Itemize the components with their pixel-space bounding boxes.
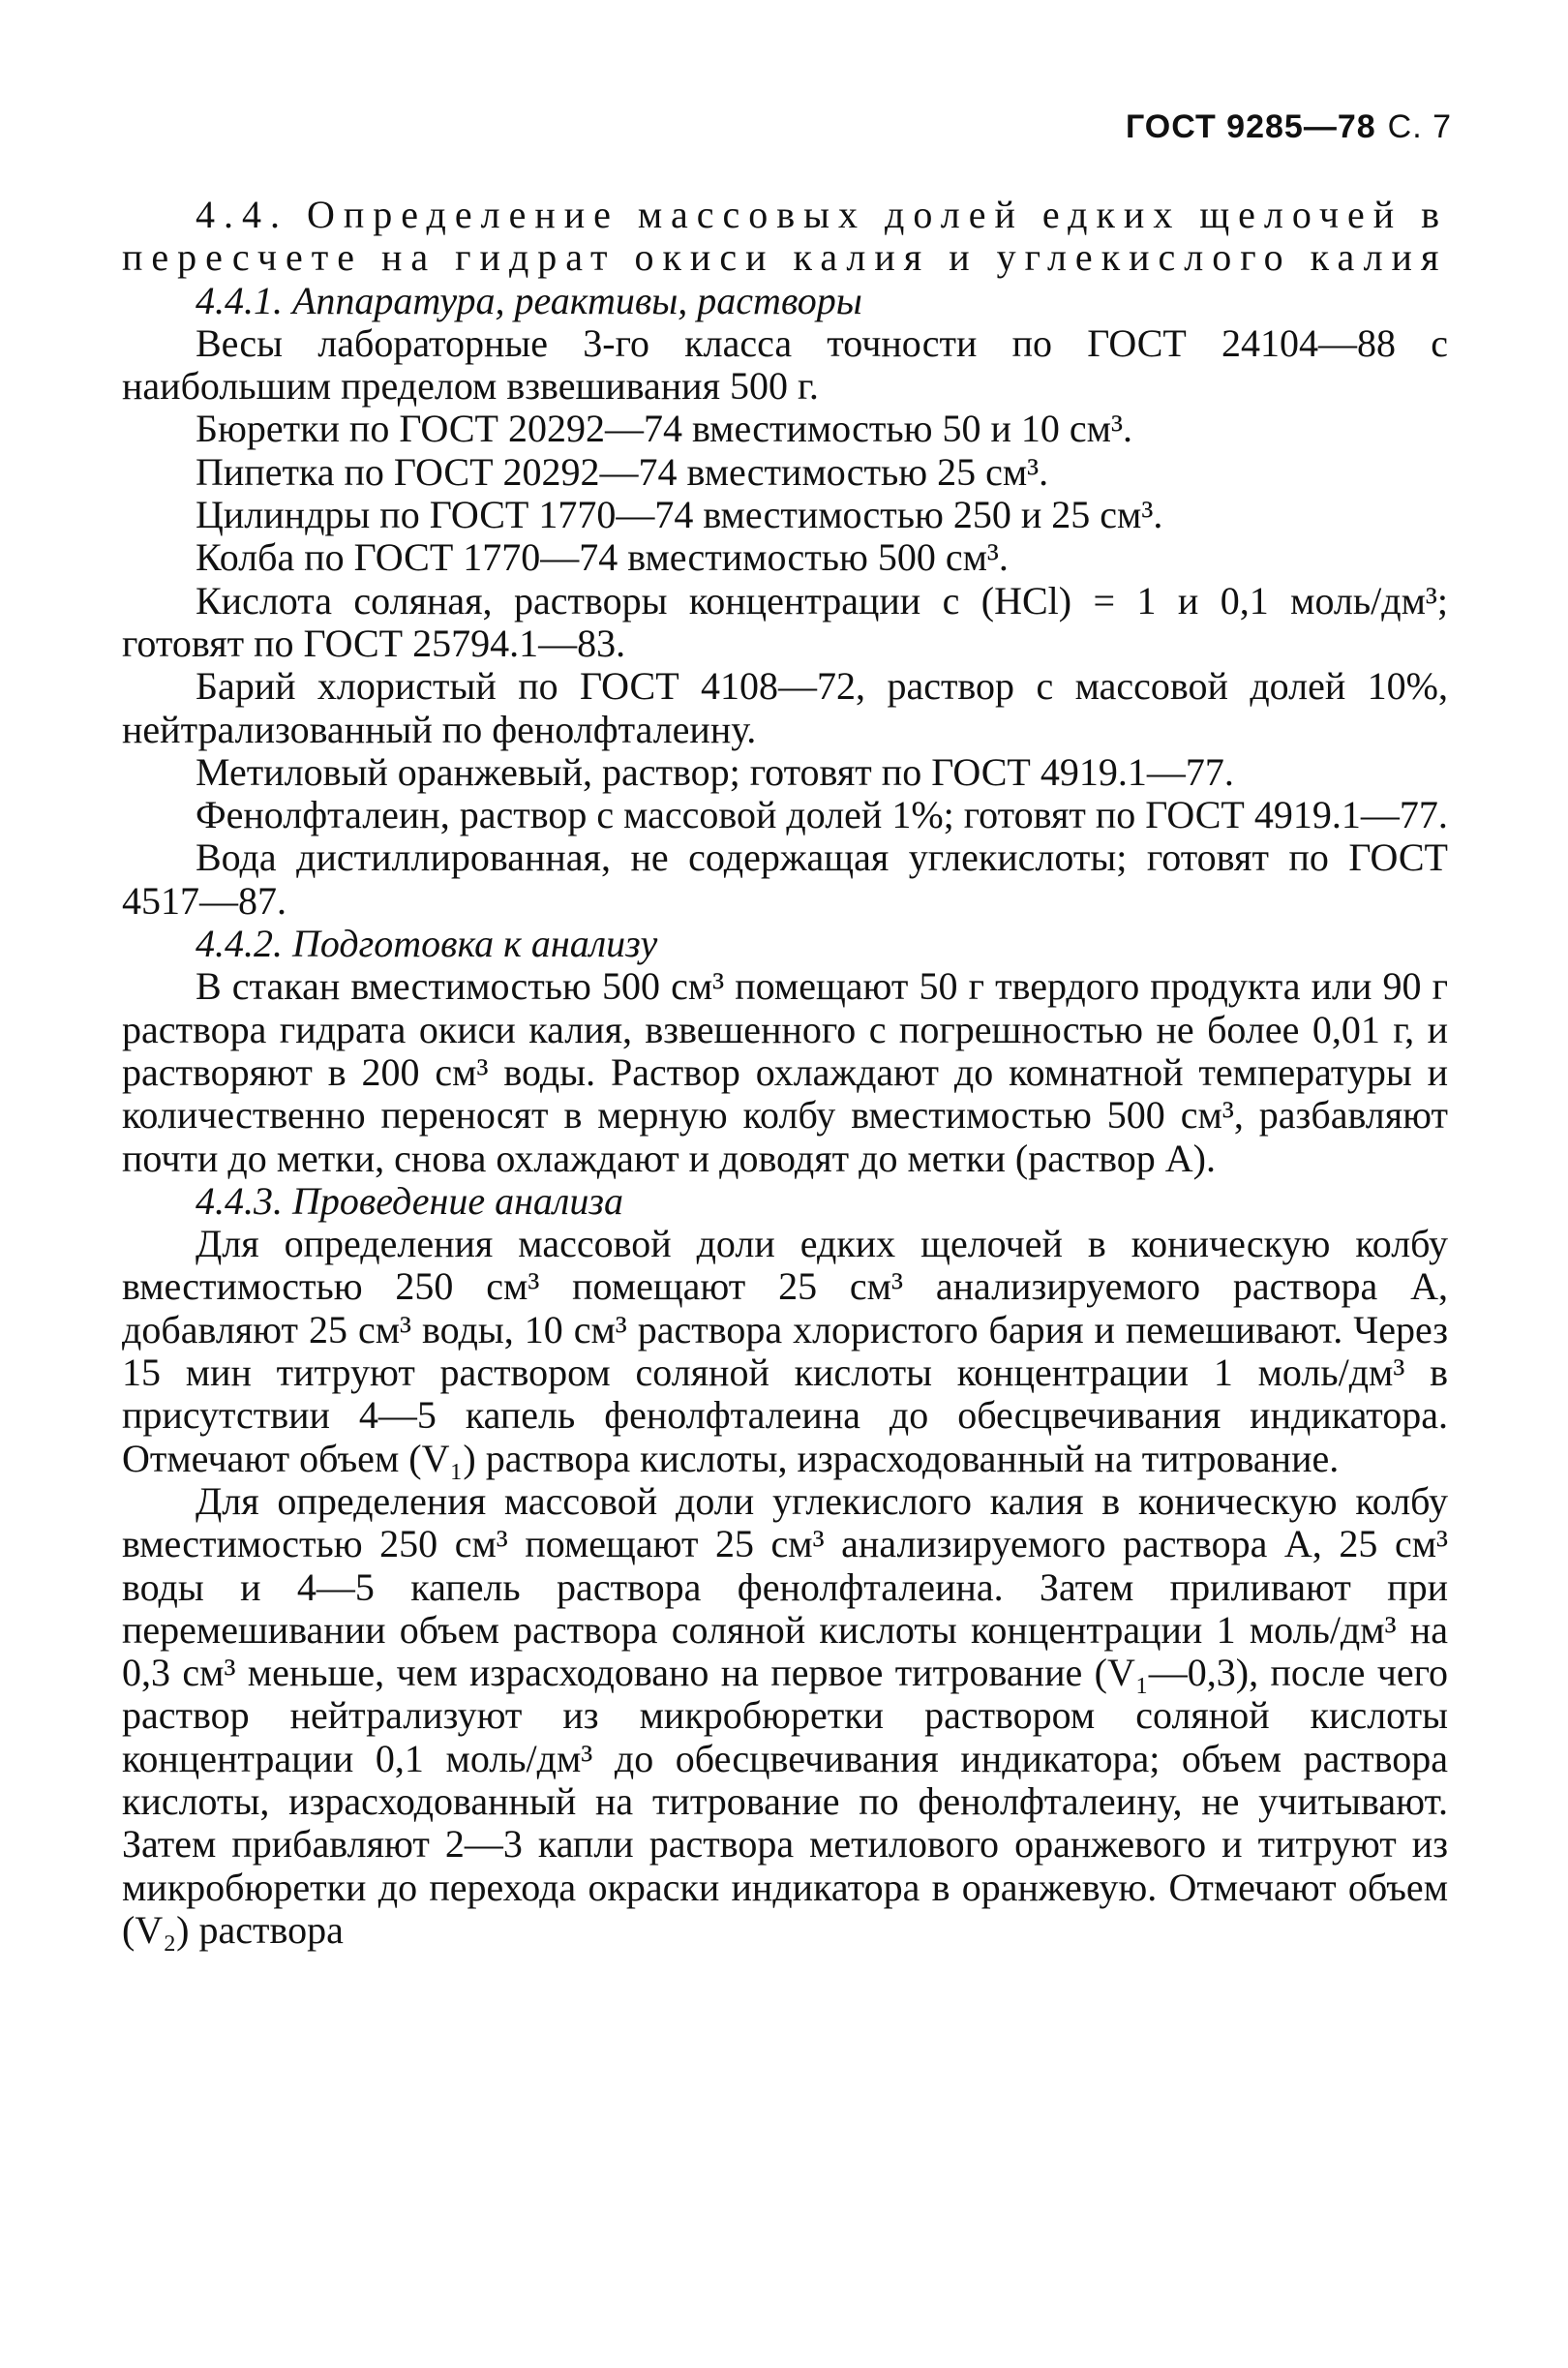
paragraph-flask: Колба по ГОСТ 1770—74 вместимостью 500 см³. <box>196 535 1009 580</box>
page-header <box>1126 108 1452 146</box>
paragraph-pipette: Пипетка по ГОСТ 20292—74 вместимостью 25 см³. <box>196 449 1049 494</box>
paragraph-distilled-water: Вода дистиллированная, не содержащая углекислоты; готовят по ГОСТ 4517—87. <box>122 835 1448 923</box>
paragraph-hydrochloric-acid: Кислота соляная, растворы концентрации c (HCl) = 1 и 0,1 моль/дм³; готовят по ГОСТ 25794.1—83. <box>122 578 1448 665</box>
section-heading-4-4: 4.4. Определение массовых долей едких щелочей в пересчете на гидрат окиси калия и углекислого калия <box>122 193 1448 280</box>
paragraph-phenolphthalein: Фенолфталеин, раствор с массовой долей 1%; готовят по ГОСТ 4919.1—77. <box>196 793 1448 837</box>
subsection-heading-text: 4.4.3. Проведение анализа <box>196 1178 623 1223</box>
paragraph-barium-chloride: Барий хлористый по ГОСТ 4108—72, раствор с массовой долей 10%, нейтрализованный по фенолфталеину. <box>122 664 1448 751</box>
subsection-heading-4-4-2 <box>122 923 1448 965</box>
paragraph-cylinders: Цилиндры по ГОСТ 1770—74 вместимостью 250 и 25 см³. <box>196 493 1163 537</box>
paragraph-scales: Весы лабораторные 3-го класса точности по ГОСТ 24104—88 с наибольшим пределом взвешивания 500 г. <box>122 320 1448 409</box>
paragraph-burettes: Бюретки по ГОСТ 20292—74 вместимостью 50 и 10 см³. <box>196 407 1132 451</box>
page-number: С. 7 <box>1387 108 1452 145</box>
subsection-heading-text: 4.4.1. Аппаратура, реактивы, растворы <box>196 278 862 322</box>
paragraph-methyl-orange: Метиловый оранжевый, раствор; готовят по ГОСТ 4919.1—77. <box>196 749 1234 794</box>
subsection-heading-4-4-3 <box>122 1180 1448 1223</box>
paragraph-caustic-alkali-determination: Для определения массовой доли едких щелочей в коническую колбу вместимостью 250 см³ помещают 25 см³ анализируемого раствора А, добавляют 25 см³ воды, 10 см³ раствора хлористого бария и пемешивают. Через 15 мин титруют раствором соляной кислоты концентрации 1 моль/дм³ в присутствии 4—5 капель фенолфталеина до обесцвечивания индикатора. Отмечают объем (V₁) раствора кислоты, израсходованный на титрование. <box>122 1222 1448 1480</box>
paragraph-preparation: В стакан вместимостью 500 см³ помещают 50 г твердого продукта или 90 г раствора гидрата окиси калия, взвешенного с погрешностью не более 0,01 г, и растворяют в 200 см³ воды. Раствор охлаждают до комнатной температуры и количественно переносят в мерную колбу вместимостью 500 см³, разбавляют почти до метки, снова охлаждают и доводят до метки (раствор А). <box>122 964 1448 1180</box>
subsection-heading-4-4-1 <box>122 280 1448 322</box>
document-body <box>122 194 1448 1952</box>
paragraph-potassium-carbonate-determination: Для определения массовой доли углекислого калия в коническую колбу вместимостью 250 см³ помещают 25 см³ анализируемого раствора А, 25 см³ воды и 4—5 капель раствора фенолфталеина. Затем приливают при перемешивании объем раствора соляной кислоты концентрации 1 моль/дм³ на 0,3 см³ меньше, чем израсходовано на первое титрование (V₁—0,3), после чего раствор нейтрализуют из микробюретки раствором соляной кислоты концентрации 0,1 моль/дм³ до обесцвечивания индикатора; объем раствора кислоты, израсходованный на титрование по фенолфталеину, не учитывают. Затем прибавляют 2—3 капли раствора метилового оранжевого и титруют из микробюретки до перехода окраски индикатора в оранжевую. Отмечают объем (V₂) раствора <box>122 1478 1448 1952</box>
subsection-heading-text: 4.4.2. Подготовка к анализу <box>196 922 658 966</box>
standard-number: ГОСТ 9285—78 <box>1125 108 1376 145</box>
